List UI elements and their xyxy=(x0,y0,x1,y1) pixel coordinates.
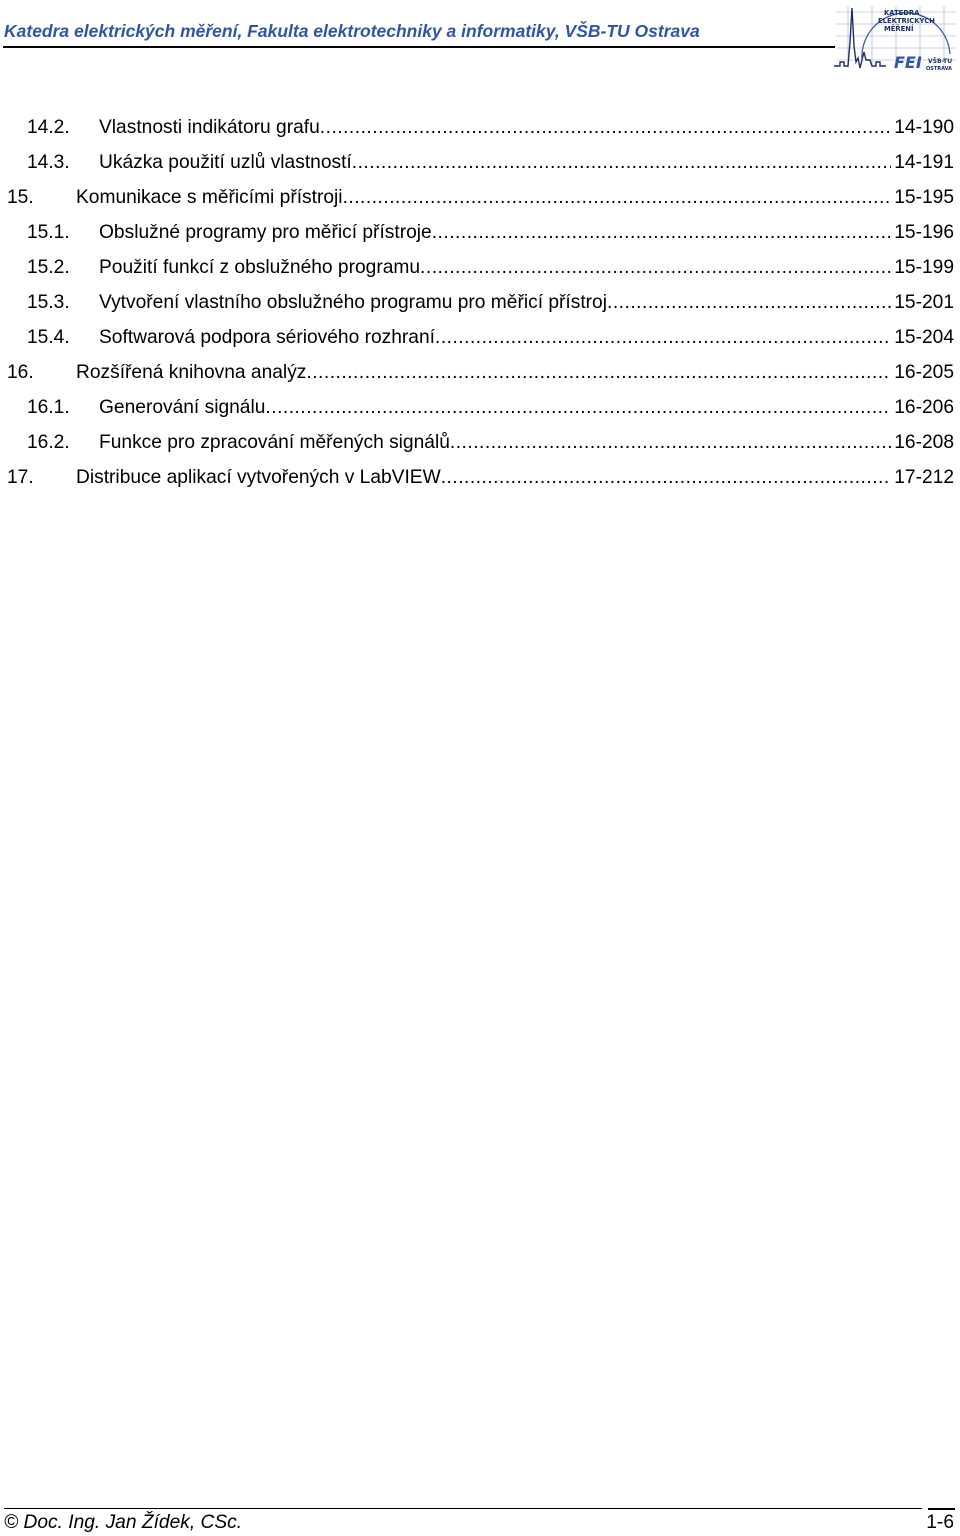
toc-entry-number: 14.2. xyxy=(27,117,70,138)
toc-entry-page: 16-206 xyxy=(894,397,954,418)
toc-entry-number: 14.3. xyxy=(27,152,70,173)
toc-entry-title: Vytvoření vlastního obslužného programu pro měřicí přístroj xyxy=(99,292,607,313)
toc-entry[interactable] xyxy=(0,216,960,250)
toc-entry-title: Obslužné programy pro měřicí přístroje xyxy=(99,222,432,243)
toc-entry-page: 15-199 xyxy=(894,257,954,278)
toc-leader xyxy=(265,391,891,425)
toc-leader xyxy=(441,461,892,495)
toc-entry-title: Distribuce aplikací vytvořených v LabVIEW xyxy=(76,467,441,488)
toc-entry-number: 16.1. xyxy=(27,397,70,418)
header-rule xyxy=(3,46,835,48)
toc-entry-title: Softwarová podpora sériového rozhraní xyxy=(99,327,435,348)
footer-author: © Doc. Ing. Jan Žídek, CSc. xyxy=(4,1512,243,1533)
toc-entry-number: 15.2. xyxy=(27,257,70,278)
toc-entry[interactable] xyxy=(0,356,960,390)
toc-entry[interactable] xyxy=(0,146,960,180)
logo-brand: FEI xyxy=(894,53,922,72)
toc-entry-title: Komunikace s měřicími přístroji xyxy=(76,187,343,208)
footer-rule-short xyxy=(928,1508,955,1510)
toc-entry-page: 14-191 xyxy=(894,152,954,173)
toc-entry-page: 14-190 xyxy=(894,117,954,138)
toc-entry-number: 16. xyxy=(7,362,34,383)
toc-leader xyxy=(420,251,891,285)
toc-entry-number: 16.2. xyxy=(27,432,70,453)
toc-entry[interactable] xyxy=(0,111,960,145)
toc-entry[interactable] xyxy=(0,321,960,355)
footer-page-number: 1-6 xyxy=(926,1512,954,1533)
toc-entry-page: 16-208 xyxy=(894,432,954,453)
toc-leader xyxy=(450,426,891,460)
toc-leader xyxy=(432,216,892,250)
toc-entry-page: 15-201 xyxy=(894,292,954,313)
toc-entry-title: Rozšířená knihovna analýz xyxy=(76,362,307,383)
toc-entry-title: Ukázka použití uzlů vlastností xyxy=(99,152,352,173)
svg-text:KATEDRA: KATEDRA xyxy=(884,9,920,17)
toc-entry[interactable] xyxy=(0,461,960,495)
header-title: Katedra elektrických měření, Fakulta elektrotechniky a informatiky, VŠB-TU Ostrava xyxy=(4,21,700,41)
toc-entry-title: Generování signálu xyxy=(99,397,266,418)
toc-entry-title: Funkce pro zpracování měřených signálů xyxy=(99,432,450,453)
toc-leader xyxy=(343,181,892,215)
footer-rule xyxy=(4,1508,922,1509)
toc-entry[interactable] xyxy=(0,181,960,215)
toc-entry-page: 15-195 xyxy=(894,187,954,208)
svg-text:VŠB-TU: VŠB-TU xyxy=(928,58,953,65)
toc-entry-number: 17. xyxy=(7,467,34,488)
toc-entry[interactable] xyxy=(0,391,960,425)
toc-leader xyxy=(306,356,891,390)
toc-leader xyxy=(435,321,891,355)
toc-entry-page: 16-205 xyxy=(894,362,954,383)
toc-entry-page: 15-196 xyxy=(894,222,954,243)
toc-entry-number: 15.1. xyxy=(27,222,70,243)
svg-text:ELEKTRICKÝCH: ELEKTRICKÝCH xyxy=(878,17,935,25)
toc-entry[interactable] xyxy=(0,251,960,285)
toc-entry[interactable] xyxy=(0,286,960,320)
department-logo xyxy=(832,2,960,74)
toc-leader xyxy=(607,286,891,320)
toc-entry-title: Vlastnosti indikátoru grafu xyxy=(99,117,320,138)
toc-entry-number: 15. xyxy=(7,187,34,208)
toc-entry-title: Použití funkcí z obslužného programu xyxy=(99,257,421,278)
toc-entry-number: 15.3. xyxy=(27,292,70,313)
toc-leader xyxy=(352,146,891,180)
toc-entry[interactable] xyxy=(0,426,960,460)
toc-leader xyxy=(320,111,891,145)
svg-text:OSTRAVA: OSTRAVA xyxy=(926,66,953,72)
toc-entry-page: 17-212 xyxy=(894,467,954,488)
toc-entry-number: 15.4. xyxy=(27,327,70,348)
svg-text:MĚŘENÍ: MĚŘENÍ xyxy=(884,25,914,33)
toc-entry-page: 15-204 xyxy=(894,327,954,348)
